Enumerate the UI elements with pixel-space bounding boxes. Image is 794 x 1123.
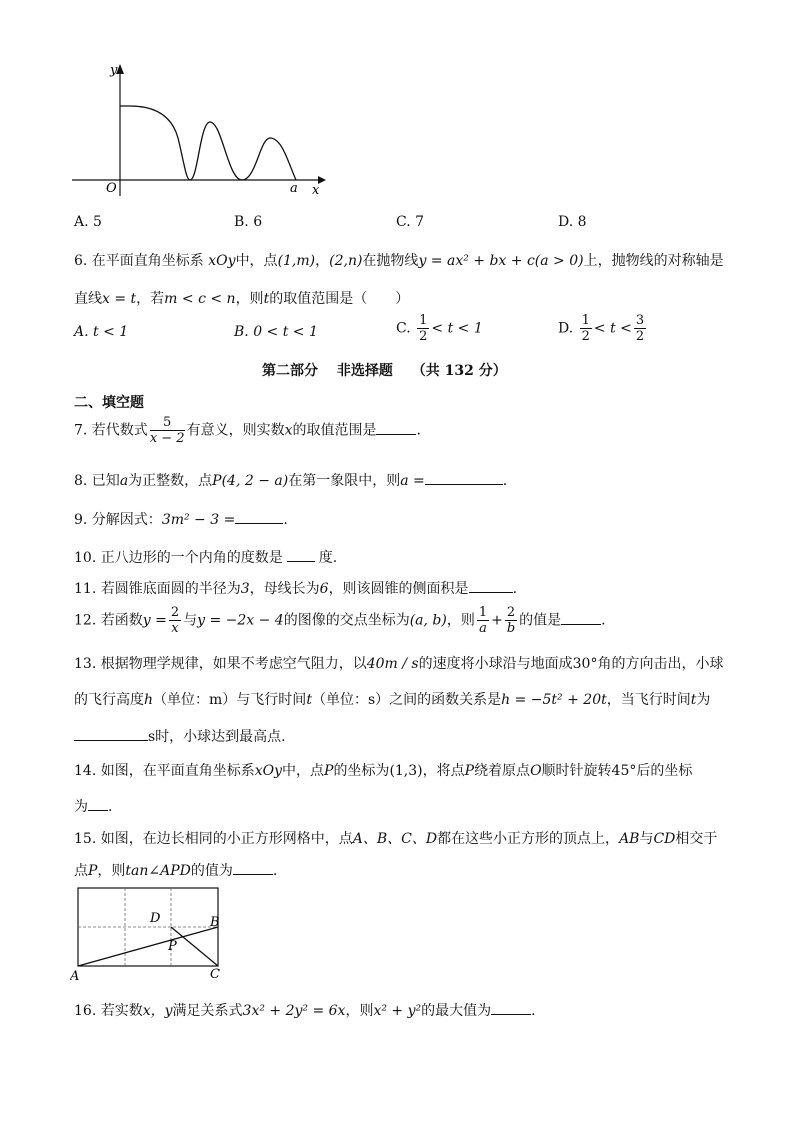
q15-line1 <box>74 828 717 848</box>
frac-num: 1 <box>419 313 428 328</box>
q14-text: 绕着原点 <box>474 763 531 779</box>
q9 <box>74 509 288 529</box>
q8-text: 8. 已知 <box>74 473 120 489</box>
q7-text: 7. 若代数式 <box>74 422 148 439</box>
y-axis-label: y <box>110 63 118 78</box>
q14-text: 为 <box>74 799 88 815</box>
q12-text: 12. 若函数 <box>74 612 143 629</box>
q6-option-b: B. 0 < t < 1 <box>234 324 318 340</box>
q6-option-c <box>396 314 483 343</box>
q13-text: 角的方向击出，小球 <box>597 656 724 672</box>
q13-text: 的速度将小球沿与地面成 <box>418 656 573 672</box>
label-c: C <box>210 967 220 982</box>
frac-den: x − 2 <box>149 431 185 446</box>
q16-xy: x，y <box>142 1003 173 1019</box>
q15-text: 的值为 <box>190 863 233 879</box>
q9-end: . <box>283 512 288 528</box>
q6-xt: x = t <box>102 291 137 307</box>
section-fill-in: 二、填空题 <box>74 395 144 411</box>
q15-text: 点 <box>74 863 88 879</box>
q14-xoy: xOy <box>254 763 283 779</box>
label-d: D <box>150 911 161 926</box>
q5-option-d: D. 8 <box>558 214 587 230</box>
q10-text: 10. 正八边形的一个内角的度数是 <box>74 550 283 566</box>
q6-condition: (a > 0) <box>534 253 584 269</box>
q7-x: x <box>284 422 293 439</box>
q16-text: 的最大值为 <box>421 1003 492 1019</box>
q11 <box>74 578 517 598</box>
q14-text: 的坐标为 <box>333 763 390 779</box>
q14-O: O <box>530 763 542 779</box>
q8 <box>74 470 507 490</box>
q6-d-mid: < t < <box>593 320 632 337</box>
q7-end: . <box>416 422 421 439</box>
q13-line1 <box>74 653 723 673</box>
q6-inequality: m < c < n <box>164 291 236 307</box>
q6-option-a: A. t < 1 <box>74 324 129 340</box>
q6-text: 上，抛物线的对称轴是 <box>583 253 724 269</box>
q13-line2 <box>74 689 710 709</box>
q15-text: 相交于 <box>675 831 718 847</box>
q11-l: 6 <box>319 581 329 597</box>
q9-text: 9. 分解因式： <box>74 512 162 528</box>
q5-option-c: C. 7 <box>396 214 425 230</box>
a-label: a <box>290 181 298 196</box>
segment-cd <box>171 927 218 966</box>
q13-line3 <box>74 726 286 746</box>
frac-den: 2 <box>419 329 428 344</box>
q13-text: （单位：m）与飞行时间 <box>153 692 307 708</box>
grid-figure <box>70 880 230 984</box>
q16-equation: 3x² + 2y² = 6x <box>242 1003 346 1019</box>
q6-c-suffix: < t < 1 <box>431 320 483 337</box>
q16-end: . <box>531 1003 536 1019</box>
q11-text: 11. 若圆锥底面圆的半径为 <box>74 581 241 597</box>
frac-half <box>417 314 429 343</box>
part2-title: 第二部分 非选择题 （共 132 分） <box>262 363 507 379</box>
q16-text: ，则 <box>345 1003 374 1019</box>
answer-blank[interactable] <box>233 873 273 875</box>
q12-frac2 <box>477 606 489 635</box>
q6-text: ，则 <box>235 291 264 307</box>
q8-end: . <box>502 473 508 489</box>
q13-speed: 40m / s <box>366 656 419 672</box>
q6-text: 6. 在平面直角坐标系 <box>74 253 204 269</box>
answer-blank[interactable] <box>425 483 503 485</box>
q6-text: 中，点 <box>235 253 278 269</box>
q14-line2 <box>74 796 112 816</box>
q12-y2: y = −2x − 4 <box>197 612 284 629</box>
q8-a: a <box>119 473 129 489</box>
q13-text: 的飞行高度 <box>74 692 144 708</box>
answer-blank[interactable] <box>376 433 416 435</box>
q14-text: 14. 如图，在平面直角坐标系 <box>74 763 255 779</box>
q11-text: ，母线长为 <box>249 581 320 597</box>
q15-P: P <box>88 863 98 879</box>
answer-blank[interactable] <box>88 809 108 811</box>
q7-text: 的取值范围是 <box>292 422 377 439</box>
q15-end: . <box>272 863 278 879</box>
q12-end: . <box>601 612 606 629</box>
q6-equation: y = ax² + bx + c <box>418 253 535 269</box>
q7-fraction <box>150 416 185 445</box>
frac-half <box>580 314 592 343</box>
q12-text: 的值是 <box>519 612 562 629</box>
q12-text: ，则 <box>446 612 475 629</box>
q15-AB: AB <box>619 831 640 847</box>
answer-blank[interactable] <box>469 591 513 593</box>
q15-points: A、B、C、D <box>352 831 438 847</box>
q13-t: t <box>306 692 312 708</box>
origin-label: O <box>106 181 117 196</box>
q14-text: 顺时针旋转 <box>541 763 612 779</box>
q6-xoy: xOy <box>208 253 236 269</box>
answer-blank[interactable] <box>561 623 601 625</box>
segment-ab <box>78 927 218 966</box>
label-a: A <box>70 969 80 984</box>
q6-point2: (2,n) <box>329 253 363 269</box>
q7 <box>74 416 421 445</box>
q6-t: t <box>263 291 270 307</box>
q15-text: 与 <box>639 831 654 847</box>
q14-line1 <box>74 760 692 780</box>
q14-deg: 45° <box>611 763 637 779</box>
q6-text: ， <box>315 253 330 269</box>
q13-text: s时，小球达到最高点. <box>148 729 286 745</box>
q13-h: h <box>144 692 154 708</box>
label-b: B <box>210 915 220 930</box>
q13-t: t <box>690 692 697 708</box>
q13-text: 13. 根据物理学规律，如果不考虑空气阻力，以 <box>74 656 367 672</box>
q6-text: 的取值范围是（ ） <box>269 291 410 307</box>
q14-coord: (1,3) <box>389 763 423 779</box>
q16-text: 满足关系式 <box>172 1003 243 1019</box>
q13-equation: h = −5t² + 20t <box>501 692 607 708</box>
frac-den: b <box>506 621 516 636</box>
q12-y1: y = <box>142 612 167 629</box>
q12-text: 的图像的交点坐标为 <box>283 612 410 629</box>
answer-blank[interactable] <box>74 739 148 741</box>
q13-text: （单位：s）之间的函数关系是 <box>311 692 502 708</box>
q11-text: ，则该圆锥的侧面积是 <box>328 581 469 597</box>
q6-line2 <box>74 288 409 308</box>
q14-P: P <box>464 763 475 779</box>
q15-line2 <box>74 860 277 880</box>
curve <box>120 106 296 180</box>
q12-frac1 <box>169 606 181 635</box>
q16-expr: x² + y² <box>373 1003 422 1019</box>
q5-option-a: A. 5 <box>74 214 102 230</box>
q6-text: 直线 <box>74 291 102 307</box>
q6-d-prefix: D. <box>558 320 574 337</box>
q12-text: 与 <box>183 612 198 629</box>
frac-den: 2 <box>581 329 590 344</box>
frac-num: 2 <box>170 605 180 620</box>
q8-point: P(4, 2 − a) <box>212 473 289 489</box>
q15-text: ，则 <box>97 863 126 879</box>
q12-plus: + <box>491 612 503 629</box>
answer-blank[interactable] <box>287 560 315 562</box>
q6-line1 <box>74 250 724 270</box>
frac-three-halves <box>634 314 646 343</box>
q14-text: ，将点 <box>422 763 465 779</box>
q8-text: 为正整数，点 <box>128 473 213 489</box>
q14-text: 后的坐标 <box>636 763 693 779</box>
q13-angle: 30° <box>572 656 598 672</box>
frac-num: 1 <box>478 605 488 620</box>
q10 <box>74 547 337 567</box>
q7-text: 有意义，则实数 <box>186 422 285 439</box>
q8-text: 在第一象限中，则 <box>288 473 401 489</box>
frac-num: 1 <box>581 313 590 328</box>
q6-c-prefix: C. <box>396 320 411 337</box>
function-graph <box>60 58 340 200</box>
q12 <box>74 606 606 635</box>
answer-blank[interactable] <box>235 522 283 524</box>
q15-text: 15. 如图，在边长相同的小正方形网格中，点 <box>74 831 353 847</box>
q13-text: 为 <box>696 692 711 708</box>
q11-end: . <box>512 581 518 597</box>
q9-expr: 3m² − 3 = <box>161 512 236 528</box>
frac-den: x <box>171 621 179 636</box>
q14-P: P <box>324 763 334 779</box>
q16-text: 16. 若实数 <box>74 1003 143 1019</box>
label-p: P <box>168 939 177 954</box>
q6-text: 在抛物线 <box>362 253 419 269</box>
q5-option-b: B. 6 <box>234 214 263 230</box>
x-axis-label: x <box>312 183 320 198</box>
q8-aeq: a = <box>400 473 425 489</box>
frac-den: a <box>479 621 487 636</box>
frac-den: 2 <box>635 329 645 344</box>
q11-r: 3 <box>240 581 250 597</box>
q16 <box>74 1000 536 1020</box>
q12-frac3 <box>505 606 517 635</box>
q10-text: 度. <box>318 550 338 566</box>
q14-text: 中，点 <box>282 763 325 779</box>
q13-text: ，当飞行时间 <box>606 692 691 708</box>
answer-blank[interactable] <box>491 1013 531 1015</box>
q14-end: . <box>108 799 113 815</box>
frac-num: 2 <box>506 605 516 620</box>
frac-num: 5 <box>150 416 185 431</box>
q15-text: 都在这些小正方形的顶点上， <box>437 831 620 847</box>
frac-num: 3 <box>635 313 645 328</box>
q6-text: ，若 <box>136 291 165 307</box>
q15-tan: tan∠APD <box>125 863 191 879</box>
q15-CD: CD <box>653 831 676 847</box>
q12-ab: (a, b) <box>409 612 447 629</box>
q6-point1: (1,m) <box>277 253 316 269</box>
q6-option-d <box>558 314 648 343</box>
